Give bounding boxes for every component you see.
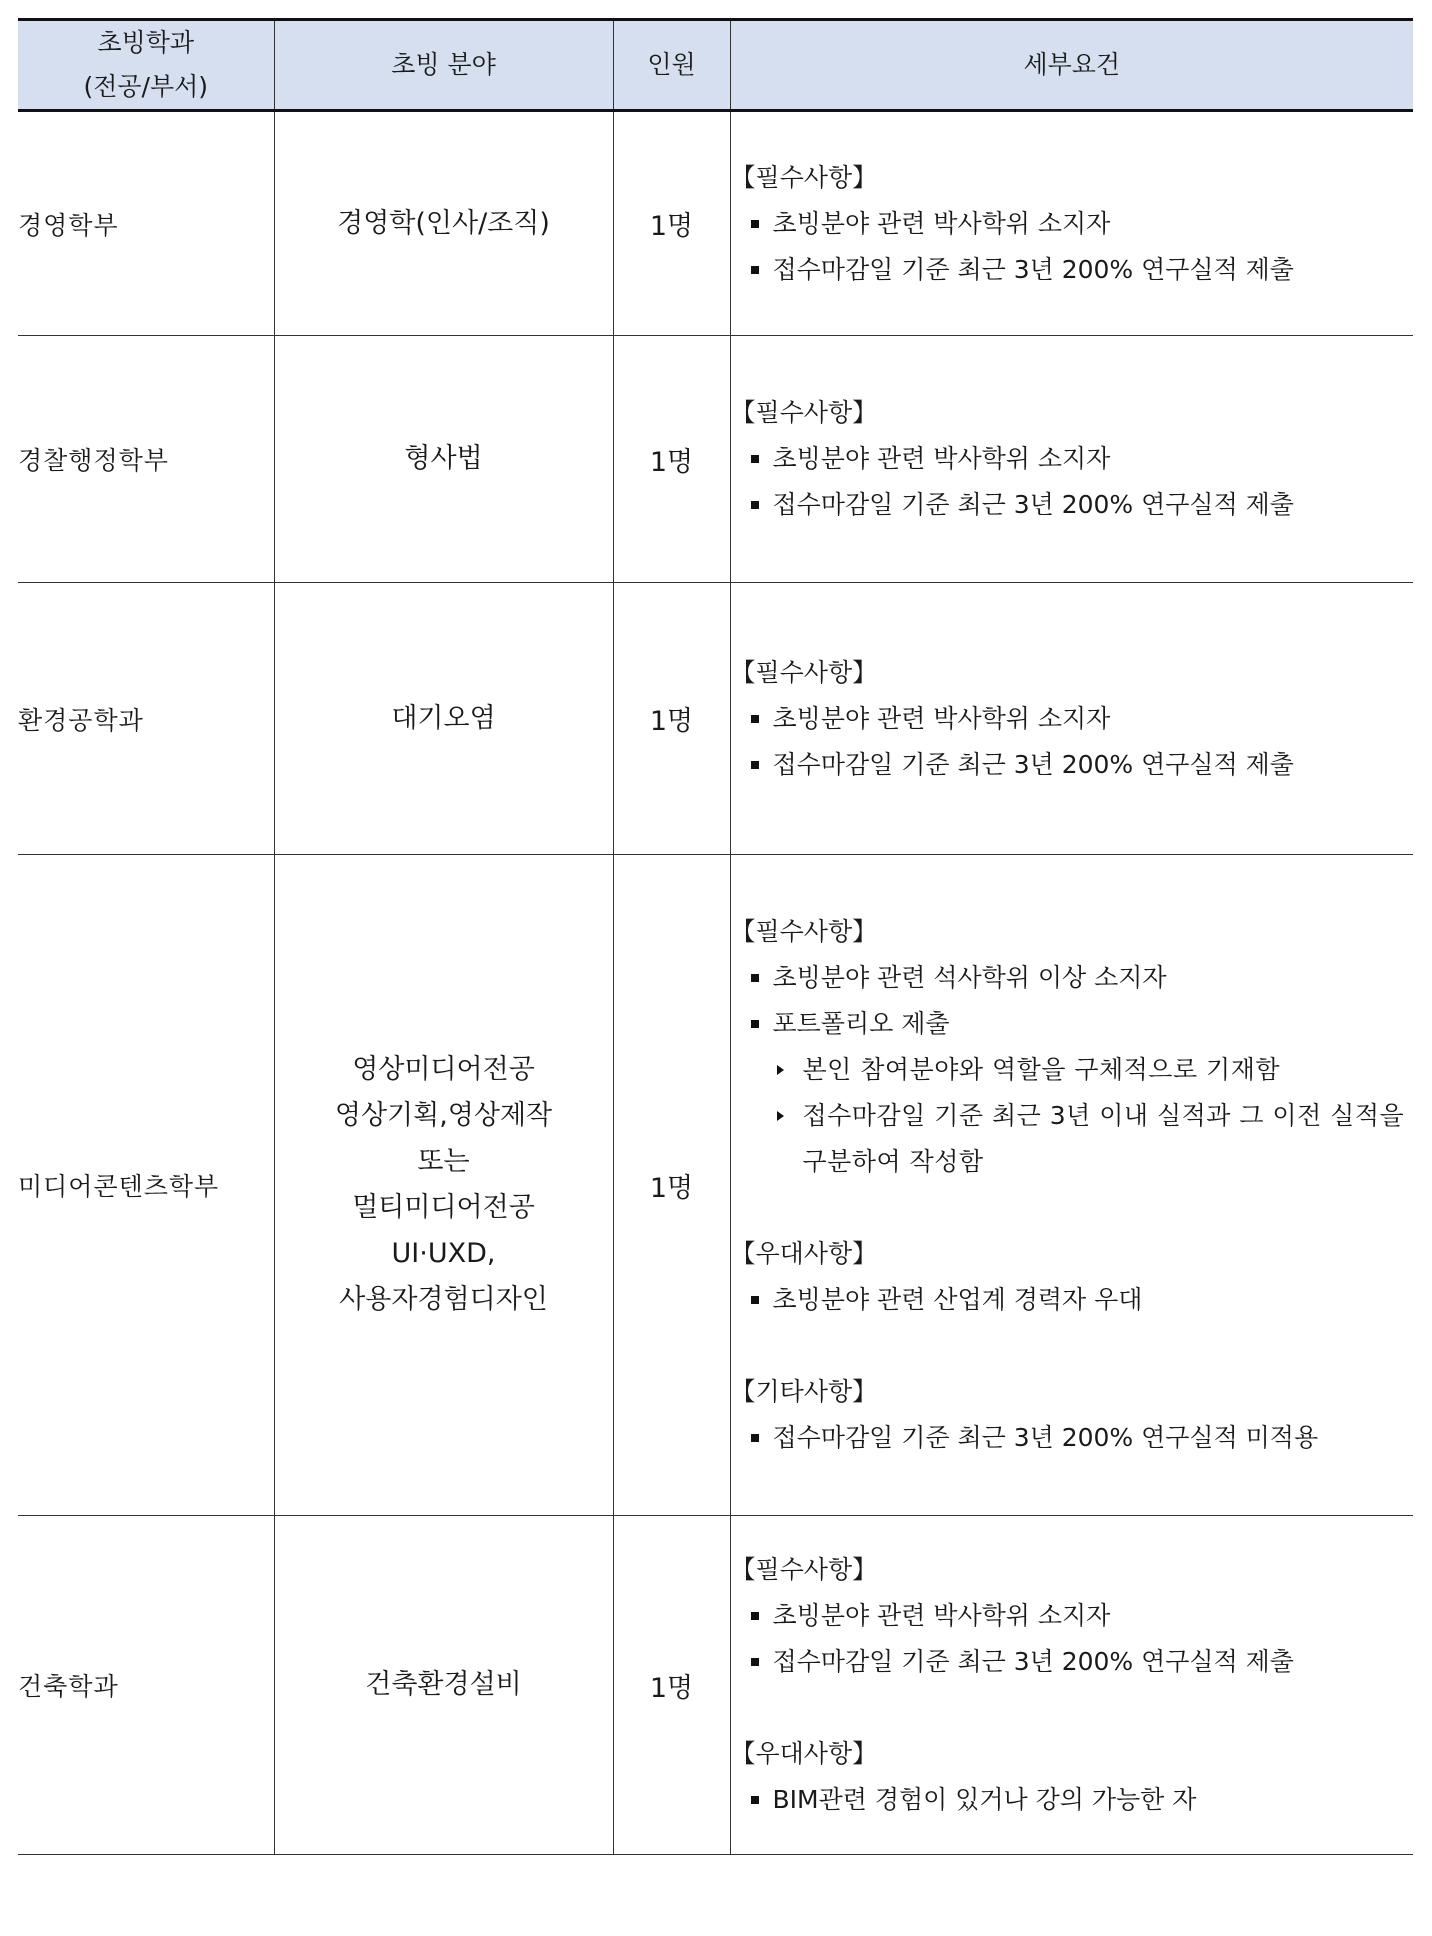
- count-cell: 1명: [613, 336, 730, 583]
- requirement-section: [731, 1731, 1414, 1823]
- header-requirements: 세부요건: [730, 20, 1413, 111]
- requirements-cell: [730, 1516, 1413, 1855]
- bullet-item: [731, 247, 1414, 293]
- department-cell: 환경공학과: [18, 583, 274, 855]
- triangle-bullet-icon: [777, 1111, 784, 1121]
- bullet-item: [731, 436, 1414, 482]
- square-bullet-icon: [751, 1658, 759, 1666]
- field-cell: [274, 111, 613, 336]
- requirement-section: [731, 1231, 1414, 1323]
- department-cell: 경영학부: [18, 111, 274, 336]
- count-cell: 1명: [613, 111, 730, 336]
- square-bullet-icon: [751, 1612, 759, 1620]
- header-field: 초빙 분야: [274, 20, 613, 111]
- requirement-section: [731, 650, 1414, 788]
- bullet-text: 초빙분야 관련 박사학위 소지자: [772, 208, 1111, 238]
- requirement-section: [731, 909, 1414, 1185]
- table-row: [18, 1516, 1413, 1855]
- section-title: 【우대사항】: [730, 1739, 878, 1768]
- bullet-text: 초빙분야 관련 박사학위 소지자: [772, 444, 1111, 473]
- table-row: [18, 111, 1413, 336]
- bullet-text: 초빙분야 관련 박사학위 소지자: [772, 1601, 1111, 1630]
- field-line: 건축환경설비: [365, 1669, 522, 1700]
- count-cell: 1명: [613, 583, 730, 855]
- sub-bullet-text: 본인 참여분야와 역할을 구체적으로 기재함: [802, 1055, 1280, 1084]
- requirement-section: [731, 1547, 1414, 1685]
- section-title: 【필수사항】: [730, 917, 878, 946]
- bullet-text: 초빙분야 관련 석사학위 이상 소지자: [772, 963, 1167, 992]
- bullet-text: 초빙분야 관련 박사학위 소지자: [772, 703, 1111, 733]
- square-bullet-icon: [751, 1296, 759, 1304]
- bullet-item: [731, 1593, 1414, 1639]
- bullet-item: [731, 1415, 1414, 1461]
- square-bullet-icon: [751, 974, 759, 982]
- bullet-text: 접수마감일 기준 최근 3년 200% 연구실적 제출: [772, 490, 1294, 519]
- department-cell: 건축학과: [18, 1516, 274, 1855]
- bullet-item: [731, 201, 1414, 247]
- section-title: 【우대사항】: [730, 1239, 878, 1268]
- header-count: 인원: [613, 20, 730, 111]
- bullet-text: 접수마감일 기준 최근 3년 200% 연구실적 미적용: [772, 1423, 1319, 1452]
- table-body: [18, 111, 1413, 1855]
- department-cell: 경찰행정학부: [18, 336, 274, 583]
- square-bullet-icon: [751, 266, 759, 274]
- section-title: 【필수사항】: [730, 1555, 878, 1584]
- square-bullet-icon: [751, 1796, 759, 1804]
- requirement-section: [731, 1369, 1414, 1461]
- sub-bullet-text: 접수마감일 기준 최근 3년 이내 실적과 그 이전 실적을 구분하여 작성함: [802, 1101, 1405, 1176]
- square-bullet-icon: [751, 715, 759, 723]
- bullet-item: [731, 742, 1414, 788]
- square-bullet-icon: [751, 455, 759, 463]
- bullet-item: [731, 1001, 1414, 1047]
- bullet-text: 초빙분야 관련 산업계 경력자 우대: [772, 1285, 1143, 1314]
- bullet-item: [731, 696, 1414, 742]
- requirements-cell: [730, 855, 1413, 1516]
- sub-bullet-item: [731, 1093, 1414, 1185]
- triangle-bullet-icon: [777, 1065, 784, 1075]
- field-line: 또는: [417, 1146, 470, 1177]
- field-cell: [274, 583, 613, 855]
- table-row: [18, 336, 1413, 583]
- field-line: 영상기획,영상제작: [334, 1100, 553, 1131]
- requirement-section: [731, 390, 1414, 528]
- field-line: 영상미디어전공: [352, 1054, 535, 1085]
- table-header: [18, 20, 1413, 111]
- sub-bullet-item: [731, 1047, 1414, 1093]
- square-bullet-icon: [751, 501, 759, 509]
- requirements-cell: [730, 336, 1413, 583]
- section-title: 【필수사항】: [730, 657, 878, 687]
- bullet-item: [731, 1639, 1414, 1685]
- field-cell: [274, 336, 613, 583]
- square-bullet-icon: [751, 1020, 759, 1028]
- header-row: [18, 20, 1413, 111]
- bullet-text: 접수마감일 기준 최근 3년 200% 연구실적 제출: [772, 1647, 1294, 1676]
- requirement-section: [731, 155, 1414, 293]
- field-cell: [274, 1516, 613, 1855]
- field-cell: [274, 855, 613, 1516]
- count-cell: 1명: [613, 1516, 730, 1855]
- table-row: [18, 855, 1413, 1516]
- header-department-line2: (전공/부서): [83, 72, 209, 101]
- field-line: UI·UXD,: [391, 1238, 496, 1269]
- field-line: 사용자경험디자인: [339, 1284, 548, 1315]
- requirements-cell: [730, 583, 1413, 855]
- department-cell: 미디어콘텐츠학부: [18, 855, 274, 1516]
- table-row: [18, 583, 1413, 855]
- bullet-item: [731, 1277, 1414, 1323]
- bullet-text: 포트폴리오 제출: [772, 1009, 950, 1038]
- recruitment-table: [18, 18, 1413, 1855]
- section-title: 【기타사항】: [730, 1377, 878, 1406]
- square-bullet-icon: [751, 761, 759, 769]
- square-bullet-icon: [751, 1434, 759, 1442]
- bullet-item: [731, 1777, 1414, 1823]
- bullet-text: 접수마감일 기준 최근 3년 200% 연구실적 제출: [772, 254, 1294, 284]
- header-department: [18, 20, 274, 111]
- requirements-cell: [730, 111, 1413, 336]
- bullet-text: 접수마감일 기준 최근 3년 200% 연구실적 제출: [772, 749, 1294, 779]
- section-title: 【필수사항】: [730, 398, 878, 427]
- header-department-line1: 초빙학과: [97, 28, 195, 57]
- field-line: 경영학(인사/조직): [337, 207, 550, 239]
- field-line: 멀티미디어전공: [352, 1192, 535, 1223]
- field-line: 형사법: [404, 443, 483, 474]
- bullet-item: [731, 955, 1414, 1001]
- count-cell: 1명: [613, 855, 730, 1516]
- square-bullet-icon: [751, 220, 759, 228]
- bullet-item: [731, 482, 1414, 528]
- section-title: 【필수사항】: [730, 162, 878, 192]
- bullet-text: BIM관련 경험이 있거나 강의 가능한 자: [772, 1785, 1197, 1814]
- field-line: 대기오염: [391, 702, 496, 734]
